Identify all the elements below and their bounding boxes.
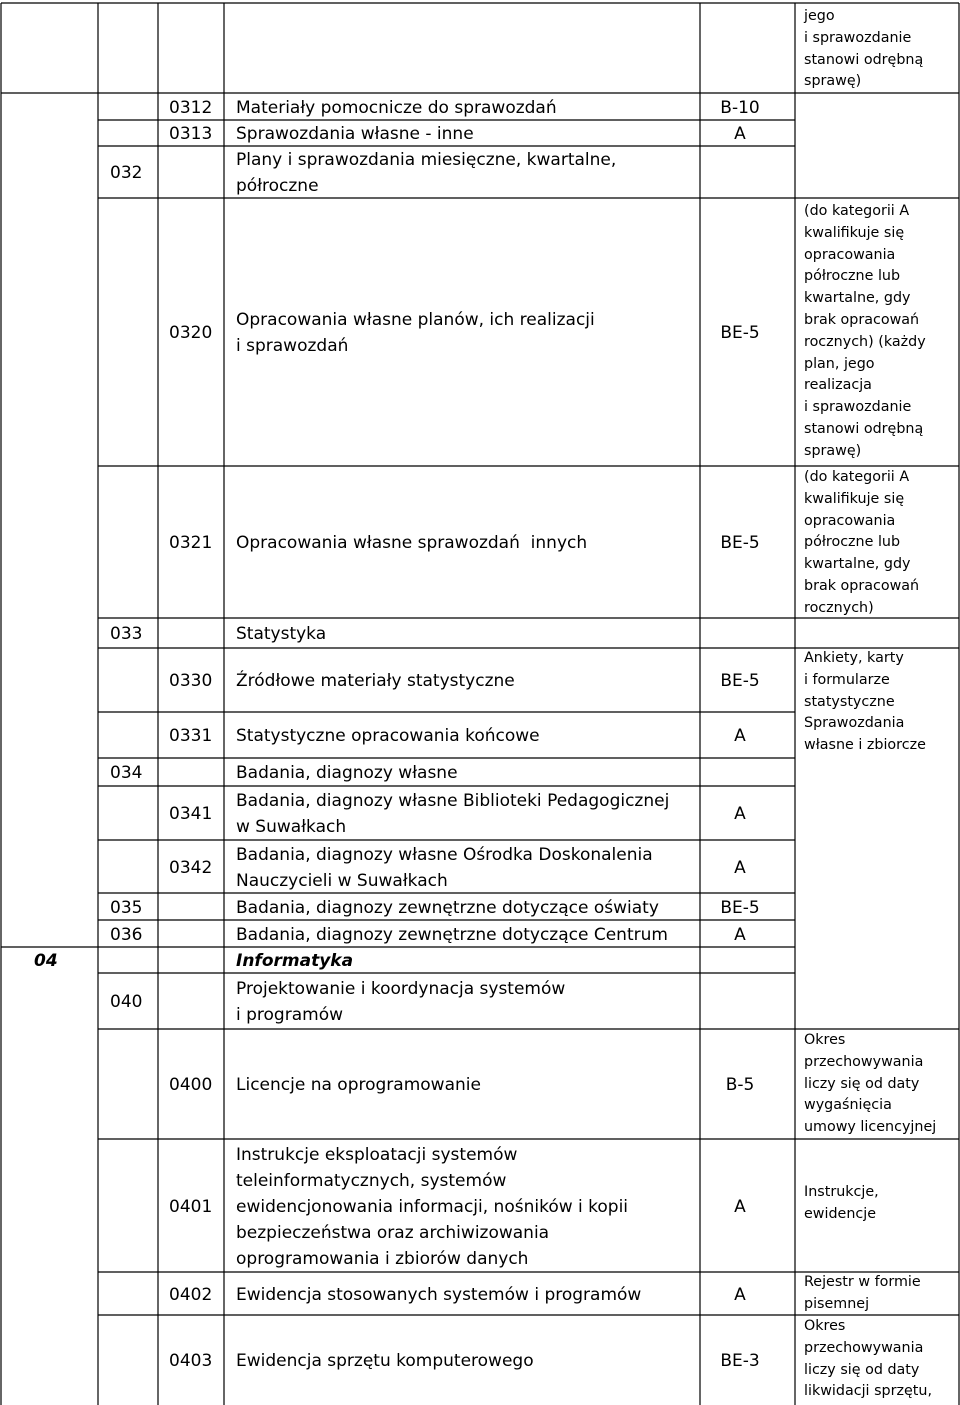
row-category: A — [734, 1284, 746, 1305]
row-category: BE-3 — [720, 1351, 760, 1371]
row-category: B-5 — [725, 1075, 755, 1095]
remark-n1: (do kategorii A kwalifikuje się opracowania półroczne lub kwartalne, gdy brak opracowań rocznych) (każdy plan, jego realizacja i sprawozdanie stanowi odrębną sprawę) — [804, 203, 926, 459]
remark-n7: Rejestr w formie pisemnej — [804, 1274, 921, 1312]
row-title: Badania, diagnozy własne Biblioteki Pedagogicznej w Suwałkach — [236, 791, 670, 837]
row-title: Projektowanie i koordynacja systemów i programów — [236, 979, 566, 1025]
remark-n4: Sprawozdania własne i zbiorcze — [804, 715, 926, 753]
row-title: Licencje na oprogramowanie — [236, 1075, 481, 1095]
row-title: Badania, diagnozy zewnętrzne dotyczące Centrum — [236, 924, 668, 945]
row-code: 0341 — [169, 804, 213, 824]
row-code: 0402 — [169, 1284, 213, 1305]
row-title: Plany i sprawozdania miesięczne, kwartalne, półroczne — [236, 150, 617, 196]
row-code: 040 — [110, 992, 143, 1012]
row-code: 033 — [110, 624, 143, 644]
remark-n2: (do kategorii A kwalifikuje się opracowania półroczne lub kwartalne, gdy brak opracowań rocznych) — [804, 469, 920, 616]
row-title: Badania, diagnozy własne Ośrodka Doskonalenia Nauczycieli w Suwałkach — [236, 844, 653, 891]
row-title: Statystyczne opracowania końcowe — [236, 726, 540, 746]
row-title: Statystyka — [236, 624, 327, 644]
row-category: BE-5 — [720, 897, 760, 918]
row-code: 035 — [110, 897, 143, 918]
row-code: 0403 — [169, 1351, 213, 1371]
row-title: Badania, diagnozy własne — [236, 763, 458, 783]
row-code: 036 — [110, 924, 143, 945]
row-title: Badania, diagnozy zewnętrzne dotyczące oświaty — [236, 897, 659, 918]
row-category: BE-5 — [720, 323, 760, 343]
row-title: Źródłowe materiały statystyczne — [236, 671, 515, 691]
row-category: A — [734, 726, 746, 746]
row-code: 0321 — [169, 533, 213, 553]
row-category: A — [734, 857, 746, 878]
row-code: 04 — [34, 951, 58, 971]
row-title: Sprawozdania własne - inne — [236, 124, 474, 144]
row-code: 032 — [110, 163, 143, 183]
row-category: BE-5 — [720, 533, 760, 553]
row-category: A — [734, 804, 746, 824]
row-category: A — [734, 1196, 746, 1217]
row-code: 0330 — [169, 671, 213, 691]
row-code: 0342 — [169, 857, 213, 878]
row-category: A — [734, 124, 746, 144]
row-title: Ewidencja sprzętu komputerowego — [236, 1351, 534, 1371]
remark-n0: jego i sprawozdanie stanowi odrębną sprawę) — [804, 8, 924, 90]
row-code: 0401 — [169, 1196, 213, 1217]
row-title: Instrukcje eksploatacji systemów teleinformatycznych, systemów ewidencjonowania informacji, nośników i kopii bezpieczeństwa oraz archiwizowania oprogramowania i zbiorów danych — [236, 1144, 629, 1269]
remark-n6: Instrukcje, ewidencje — [804, 1184, 879, 1222]
row-title: Opracowania własne sprawozdań innych — [236, 533, 588, 553]
row-code: 034 — [110, 763, 143, 783]
row-code: 0320 — [169, 323, 213, 343]
row-code: 0331 — [169, 726, 213, 746]
remark-n5: Okres przechowywania liczy się od daty wygaśnięcia umowy licencyjnej — [804, 1032, 937, 1136]
row-category: B-10 — [720, 97, 760, 118]
remark-n8: Okres przechowywania liczy się od daty likwidacji sprzętu, — [804, 1318, 932, 1400]
row-title: Opracowania własne planów, ich realizacji i sprawozdań — [236, 310, 595, 356]
row-code: 0313 — [169, 124, 213, 144]
row-title: Informatyka — [236, 951, 354, 971]
row-code: 0400 — [169, 1075, 213, 1095]
row-title: Materiały pomocnicze do sprawozdań — [236, 97, 557, 118]
row-category: BE-5 — [720, 671, 760, 691]
row-category: A — [734, 924, 746, 945]
row-code: 0312 — [169, 97, 213, 118]
row-title: Ewidencja stosowanych systemów i programów — [236, 1284, 642, 1305]
remark-n3: Ankiety, karty i formularze statystyczne — [804, 650, 904, 710]
